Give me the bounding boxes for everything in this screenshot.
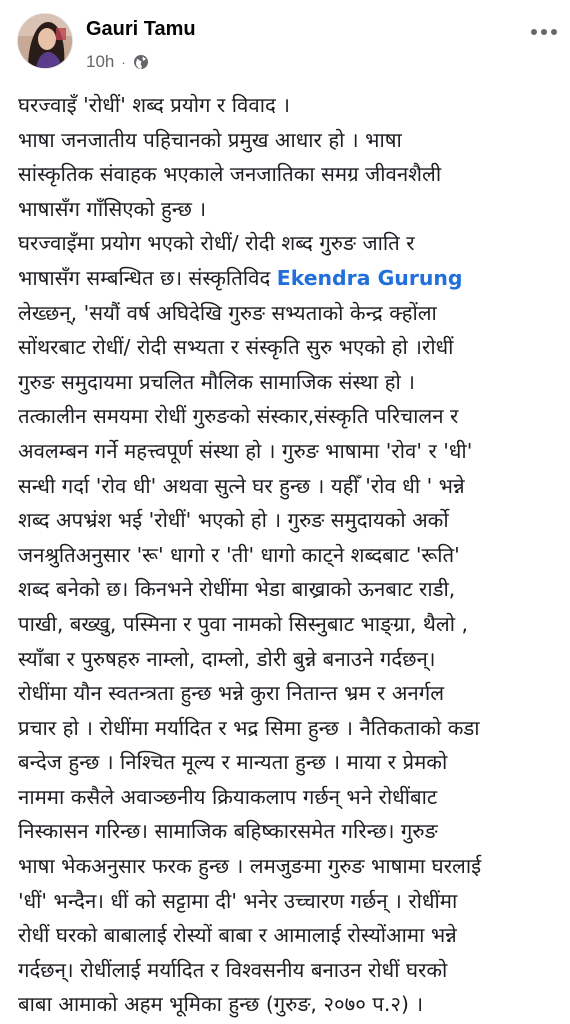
post-text-line: प्रचार हो । रोधींमा मर्यादित र भद्र सिमा हुन्छ । नैतिकताको कडा (18, 715, 480, 740)
globe-icon[interactable] (133, 54, 149, 70)
post-text-line: गर्दछन्। रोधींलाई मर्यादित र विश्वसनीय बनाउन रोधीं घरको (18, 957, 448, 982)
more-options-icon-dot (541, 29, 547, 35)
post-text-line: अवलम्बन गर्ने महत्त्वपूर्ण संस्था हो । गुरुङ भाषामा 'रोव' र 'धी' (18, 438, 473, 463)
post-header (0, 0, 570, 80)
post-text-line: गुरुङ समुदायमा प्रचलित मौलिक सामाजिक संस्था हो । (18, 369, 416, 394)
post-text-line: तत्कालीन समयमा रोधीं गुरुङको संस्कार,संस्कृति परिचालन र (18, 404, 459, 429)
post-text-line: बाबा आमाको अहम भूमिका हुन्छ (गुरुङ, २०७० प.२) । (18, 992, 424, 1017)
mention-link[interactable]: Ekendra Gurung (276, 265, 463, 290)
post-text-line: सोंथरबाट रोधीं/ रोदी सभ्यता र संस्कृति सुरु भएको हो ।रोधीं (18, 335, 454, 360)
post-text-line: भाषासँग गाँसिएको हुन्छ । (18, 196, 207, 221)
more-options-icon-dot (531, 29, 537, 35)
post-text-line: 'धीं' भन्दैन। धीं को सट्टामा दी' भनेर उच्चारण गर्छन् । रोधींमा (18, 888, 458, 913)
post-text-line: शब्द बनेको छ। किनभने रोधींमा भेडा बाख्राको ऊनबाट राडी, (18, 577, 456, 602)
post-text-line: जनश्रुतिअनुसार 'रू' धागो र 'ती' धागो काट्ने शब्दबाट 'रूति' (18, 542, 460, 567)
post-text-line: घरज्वाइँ 'रोधीं' शब्द प्रयोग र विवाद । (18, 93, 291, 117)
post-text-line: घरज्वाइँमा प्रयोग भएको रोधीं/ रोदी शब्द गुरुङ जाति र (18, 231, 415, 256)
avatar-photo (18, 14, 72, 68)
post-meta (86, 52, 149, 72)
post-text-line: पाखी, बख्खु, पस्मिना र पुवा नामको सिस्नुबाट भाङ्ग्रा, थैलो , (18, 611, 468, 636)
post-text-line: सन्धी गर्दा 'रोव धी' अथवा सुत्ने घर हुन्छ । यहीँ 'रोव धी ' भन्ने (18, 473, 465, 498)
post-text-line: भाषा भेकअनुसार फरक हुन्छ । लमजुङमा गुरुङ भाषामा घरलाई (18, 854, 482, 879)
post-text-line: शब्द अपभ्रंश भई 'रोधीं' भएको हो । गुरुङ समुदायको अर्को (18, 508, 449, 533)
post-text-line: रोधींमा यौन स्वतन्त्रता हुन्छ भन्ने कुरा नितान्त भ्रम र अनर्गल (18, 681, 445, 706)
meta-separator: · (121, 54, 126, 70)
more-options-button[interactable] (526, 20, 562, 44)
post-text-line: लेख्छन्, 'सयौं वर्ष अघिदेखि गुरुङ सभ्यताको केन्द्र क्होंला (18, 300, 437, 325)
post-text-line: रोधीं घरको बाबालाई रोस्यों बाबा र आमालाई रोस्योंआमा भन्ने (18, 923, 457, 948)
post-text-segment: भाषासँग सम्बन्धित छ। संस्कृतिविद (18, 265, 277, 290)
post-text-line: स्याँबा र पुरुषहरु नाम्लो, दाम्लो, डोरी बुन्ने बनाउने गर्दछन्। (18, 646, 436, 671)
post-text-line-with-mention (18, 261, 566, 296)
more-options-icon-dot (551, 29, 557, 35)
post-text-line: नाममा कसैले अवाञ्छनीय क्रियाकलाप गर्छन् भने रोधींबाट (18, 784, 438, 809)
post-time[interactable]: 10h (86, 52, 115, 71)
post-text-line: निस्कासन गरिन्छ। सामाजिक बहिष्कारसमेत गरिन्छ। गुरुङ (18, 819, 438, 844)
author-name[interactable]: Gauri Tamu (86, 18, 196, 40)
post-body (18, 88, 566, 1022)
post-text-line: बन्देज हुन्छ । निश्चित मूल्य र मान्यता हुन्छ । माया र प्रेमको (18, 750, 448, 775)
post-text-line: सांस्कृतिक संवाहक भएकाले जनजातिका समग्र जीवनशैली (18, 162, 442, 187)
post-text-line: भाषा जनजातीय पहिचानको प्रमुख आधार हो । भाषा (18, 127, 402, 152)
avatar[interactable] (18, 14, 72, 68)
